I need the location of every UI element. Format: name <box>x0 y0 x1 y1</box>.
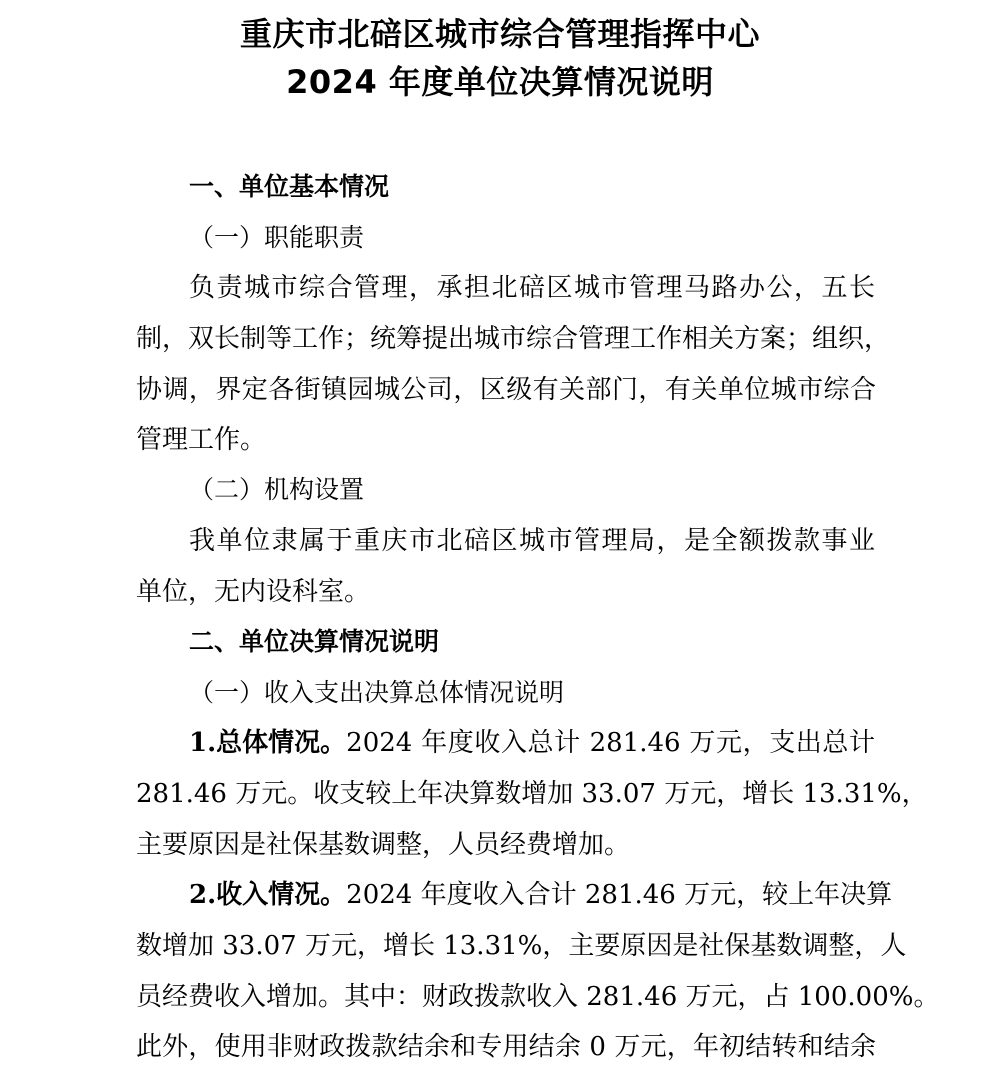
section-1-heading: 一、单位基本情况 <box>189 172 390 201</box>
paragraph-line: 制，双长制等工作；统筹提出城市综合管理工作相关方案；组织， <box>136 324 891 354</box>
section-2-sub-1-heading: （一）收入支出决算总体情况说明 <box>189 678 565 707</box>
paragraph-line: 281.46 万元。收支较上年决算数增加 33.07 万元，增长 13.31%， <box>136 779 928 809</box>
paragraph-first-line <box>189 726 875 760</box>
paragraph-first-line <box>189 878 893 912</box>
paragraph-line: 主要原因是社保基数调整，人员经费增加。 <box>136 830 631 860</box>
section-2-heading: 二、单位决算情况说明 <box>189 627 440 656</box>
paragraph-line: 协调，界定各街镇园城公司，区级有关部门，有关单位城市综合 <box>136 375 876 405</box>
paragraph-line: 负责城市综合管理，承担北碚区城市管理马路办公，五长 <box>189 273 875 303</box>
paragraph-text: 2024 年度收入合计 281.46 万元，较上年决算 <box>346 880 893 910</box>
section-1-sub-2-heading: （二）机构设置 <box>189 475 365 504</box>
paragraph-line: 数增加 33.07 万元，增长 13.31%，主要原因是社保基数调整，人 <box>136 931 907 961</box>
document-title-line-2: 2024 年度单位决算情况说明 <box>286 63 714 101</box>
paragraph-line: 员经费收入增加。其中：财政拨款收入 281.46 万元，占 100.00%。 <box>136 982 940 1012</box>
paragraph-lead: 2.收入情况。 <box>189 880 347 910</box>
paragraph-line: 我单位隶属于重庆市北碚区城市管理局，是全额拨款事业 <box>189 526 875 556</box>
paragraph-line: 单位，无内设科室。 <box>136 577 371 607</box>
document-title-line-1: 重庆市北碚区城市综合管理指挥中心 <box>239 15 760 53</box>
section-1-sub-1-heading: （一）职能职责 <box>189 223 365 252</box>
paragraph-line: 此外，使用非财政拨款结余和专用结余 0 万元，年初结转和结余 <box>136 1032 876 1062</box>
paragraph-line: 管理工作。 <box>136 425 267 455</box>
paragraph-text: 2024 年度收入总计 281.46 万元，支出总计 <box>346 728 875 758</box>
paragraph-lead: 1.总体情况。 <box>189 728 347 758</box>
